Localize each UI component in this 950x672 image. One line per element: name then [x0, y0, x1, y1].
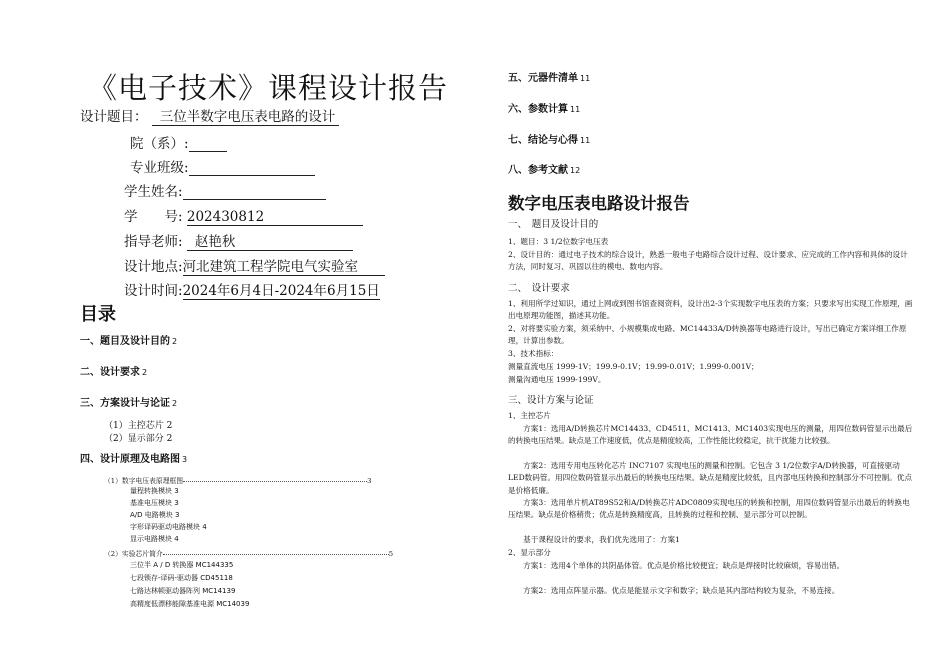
section-3-display-plan-2: 方案2：选用点阵显示器。优点是能显示文字和数字；缺点是其内部结构较为复杂，不易连接。	[508, 586, 840, 595]
toc-item-4-2[interactable]	[104, 548, 393, 558]
toc-item-4[interactable]	[80, 450, 187, 465]
section-1-heading: 一、 题目及设计目的	[508, 219, 599, 230]
toc-item-5[interactable]	[508, 69, 590, 84]
class-label: 专业班级:	[130, 160, 189, 176]
toc-item-4-1e[interactable]: 显示电路模块 4	[130, 535, 179, 543]
toc-item-4-2-page: 5	[388, 550, 394, 558]
section-3-plan-2: 方案2：选用专用电压转化芯片 INC7107 实现电压的测量和控制。它包含 3 1/2位数字A/D转换器，可直接驱动LED数码管。用四位数码管显示出最后的转换电压结果。缺点是精度比较低，且内部电压转换和控制部分不可控制。优点是价格低廉。	[508, 461, 912, 495]
time-label: 设计时间:	[124, 283, 183, 299]
toc-item-7-page: 11	[580, 136, 591, 145]
toc-item-2-label: 二、设计要求	[80, 367, 140, 378]
toc-item-3-1[interactable]: （1）主控芯片 2	[104, 421, 173, 431]
section-1-item-2: 2、设计目的：通过电子技术的综合设计，熟悉一般电子电路综合设计过程、设计要求、应完成的工作内容和具体的设计方法，同时复习、巩固以往的模电、数电内容。	[508, 250, 908, 272]
toc-item-5-page: 11	[580, 74, 591, 83]
toc-item-3-page: 2	[172, 399, 178, 408]
name-blank	[183, 183, 326, 200]
toc-item-4-1-label: （1）数字电压表原理框图	[104, 477, 184, 485]
toc-item-6[interactable]	[508, 100, 580, 115]
name-label: 学生姓名:	[124, 184, 183, 200]
toc-item-4-2b[interactable]: 七段锁存-译码-驱动器 CD45118	[130, 574, 233, 582]
toc-item-6-page: 11	[570, 105, 581, 114]
time-row	[124, 279, 380, 299]
toc-item-2[interactable]	[80, 363, 147, 378]
toc-item-8[interactable]	[508, 161, 580, 176]
toc-item-4-label: 四、设计原理及电路图	[80, 454, 180, 465]
section-3-display-plan-1: 方案1：选用4个单体的共阴晶体管。优点是价格比较便宜；缺点是焊接时比较麻烦，容易出错。	[508, 561, 845, 570]
toc-item-4-2c[interactable]: 七路达林顿驱动器阵列 MC14139	[130, 587, 236, 595]
toc-item-5-label: 五、元器件清单	[508, 73, 578, 84]
topic-label: 设计题目：	[80, 109, 148, 125]
section-2-item-4: 测量直流电压 1999-1V；199.9-0.1V；19.99-0.01V；1.999-0.001V；	[508, 362, 759, 371]
toc-item-7[interactable]	[508, 131, 590, 146]
dept-label: 院（系）:	[130, 136, 189, 152]
teacher-label: 指导老师:	[124, 234, 183, 250]
toc-item-4-2d[interactable]: 高精度低漂移能隙基准电源 MC14039	[130, 600, 250, 608]
section-3-plan-3: 方案3：选用单片机AT89S52和A/D转换芯片ADC0809实现电压的转换和控制，用四位数码管显示出最后的转换电压结果。缺点是价格稍贵；优点是转换精度高，且转换的过程和控制、显示部分可以控制。	[508, 498, 910, 520]
section-3-sub-2: 2、显示部分	[508, 548, 551, 557]
toc-item-1[interactable]	[80, 332, 177, 347]
section-1-item-1: 1、题目：3 1/2位数字电压表	[508, 237, 609, 246]
section-3-sub-1: 1、主控芯片	[508, 411, 551, 420]
toc-item-3[interactable]	[80, 394, 177, 409]
place-value: 河北建筑工程学院电气实验室	[183, 255, 385, 276]
toc-item-1-page: 2	[172, 337, 178, 346]
toc-item-4-1a[interactable]: 量程转换模块 3	[130, 487, 179, 495]
toc-item-3-label: 三、方案设计与论证	[80, 398, 170, 409]
section-2-item-1: 1、利用所学过知识，通过上网或到图书馆查阅资料，设计出2-3个实现数字电压表的方案；只要求写出实现工作原理，画出电原理功能图，描述其功能。	[508, 299, 913, 321]
section-3-plan-1: 方案1：选用A/D转换芯片MC14433、CD4511、MC1413、MC1403实现电压的测量，用四位数码管显示出最后的转换电压结果。缺点是工作速度低，优点是精度较高，工作性能比较稳定，抗干扰能力比较强。	[508, 424, 913, 446]
time-value: 2024年6月4日-2024年6月15日	[182, 283, 380, 299]
section-2-item-3: 3、技术指标：	[508, 349, 559, 358]
id-value: 202430812	[187, 209, 363, 226]
toc-item-1-label: 一、题目及设计目的	[80, 336, 170, 347]
id-label: 学 号:	[124, 209, 183, 225]
section-3-heading: 三、设计方案与论证	[508, 395, 594, 406]
toc-item-7-label: 七、结论与心得	[508, 135, 578, 146]
report-title: 《电子技术》课程设计报告	[88, 71, 449, 105]
name-row	[124, 180, 326, 200]
toc-item-3-2[interactable]: （2）显示部分 2	[104, 434, 173, 444]
toc-item-4-1[interactable]	[104, 475, 371, 485]
dept-blank	[189, 135, 227, 152]
toc-item-6-label: 六、参数计算	[508, 104, 568, 115]
dept-row	[130, 132, 227, 152]
toc-item-4-2a[interactable]: 三位半 A / D 转换器 MC144335	[130, 561, 234, 569]
toc-item-4-1-page: 3	[367, 477, 372, 485]
toc-item-8-page: 12	[570, 166, 581, 175]
section-2-item-2: 2、对将要实验方案，须采纳中、小规模集成电路、MC14433A/D转换器等电路进行设计，写出已确定方案详细工作原理，计算出参数。	[508, 324, 907, 346]
id-row	[124, 205, 363, 226]
place-row	[124, 255, 385, 276]
topic-value: 三位半数字电压表电路的设计	[152, 109, 340, 126]
section-2-item-5: 测量沟通电压 1999-199V。	[508, 375, 606, 384]
toc-item-2-page: 2	[142, 368, 148, 377]
toc-item-8-label: 八、参考文献	[508, 165, 568, 176]
class-row	[130, 156, 315, 176]
toc-leader	[163, 553, 389, 555]
teacher-row	[124, 230, 353, 251]
toc-item-4-1b[interactable]: 基准电压模块 3	[130, 499, 179, 507]
toc-item-4-page: 3	[182, 455, 188, 464]
class-blank	[189, 159, 315, 176]
place-label: 设计地点:	[124, 259, 183, 275]
section-3-choice: 基于课程设计的要求，我们优先选用了：方案1	[508, 535, 680, 544]
section-2-heading: 二、 设计要求	[508, 283, 570, 294]
toc-item-4-2-label: （2）实验芯片简介	[104, 550, 163, 558]
toc-item-4-1c[interactable]: A/D 电路模块 3	[130, 511, 180, 519]
toc-item-4-1d[interactable]: 字形译码驱动电路模块 4	[130, 523, 207, 531]
report-main-title: 数字电压表电路设计报告	[508, 194, 690, 213]
toc-heading: 目录	[80, 304, 116, 325]
topic-row	[80, 105, 339, 125]
teacher-value: 赵艳秋	[187, 230, 353, 251]
toc-leader	[183, 480, 367, 482]
